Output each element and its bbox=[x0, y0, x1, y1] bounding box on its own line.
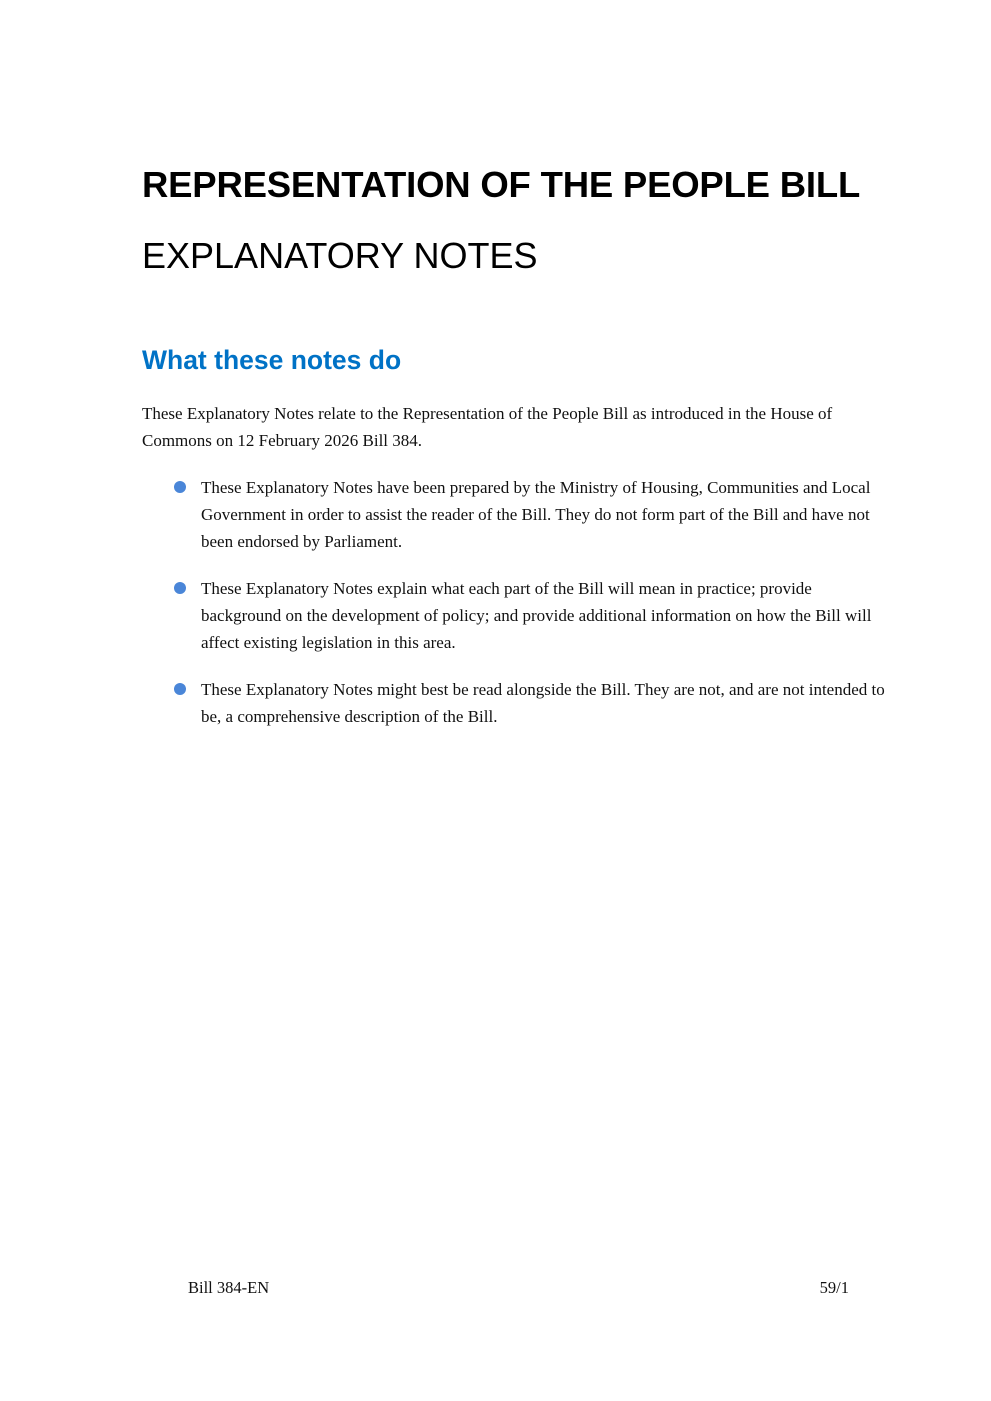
intro-paragraph: These Explanatory Notes relate to the Representation of the People Bill as introduced in the House of Commons on 12 February 2026 Bill 384. bbox=[142, 404, 833, 450]
list-item-text: These Explanatory Notes might best be read alongside the Bill. They are not, and are not intended to be, a comprehensive description of the Bill. bbox=[201, 680, 885, 726]
footer-bill-number: Bill 384-EN bbox=[188, 1278, 270, 1297]
bullet-list bbox=[142, 474, 892, 750]
footer-page-number: 59/1 bbox=[819, 1278, 849, 1297]
document-subtitle: EXPLANATORY NOTES bbox=[142, 235, 538, 276]
list-item bbox=[142, 474, 892, 555]
bullet-icon bbox=[174, 582, 186, 594]
list-item-text: These Explanatory Notes have been prepared by the Ministry of Housing, Communities and Local Government in order to assist the reader of the Bill. They do not form part of the Bill and have not been endorsed by Parliament. bbox=[201, 478, 871, 551]
list-item-text: These Explanatory Notes explain what each part of the Bill will mean in practice; provide background on the development of policy; and provide additional information on how the Bill will affect existing legislation in this area. bbox=[201, 579, 872, 652]
list-item bbox=[142, 676, 892, 730]
bullet-icon bbox=[174, 481, 186, 493]
bullet-icon bbox=[174, 683, 186, 695]
section-heading: What these notes do bbox=[142, 345, 402, 375]
list-item bbox=[142, 575, 892, 656]
document-title: REPRESENTATION OF THE PEOPLE BILL bbox=[142, 164, 861, 205]
